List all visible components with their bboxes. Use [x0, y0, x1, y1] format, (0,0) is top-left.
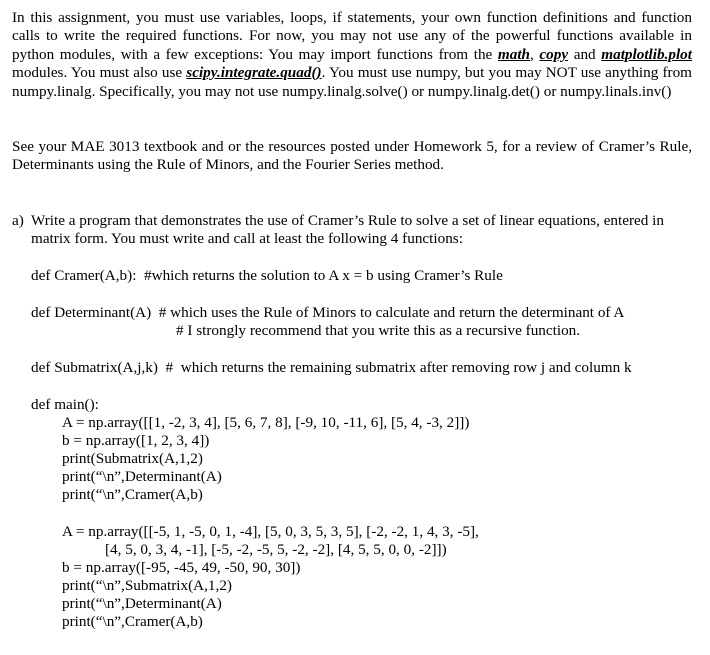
intro-text-1: In this assignment, you must use variables, loops, if statements, your own function definitions and function calls to write the required functions. For now, you may not use any of the powerful functions available in python modules, with a few exceptions: You may import functions from the: [12, 9, 692, 63]
code-line: A = np.array([[1, -2, 3, 4], [5, 6, 7, 8], [-9, 10, -11, 6], [5, 4, -3, 2]]): [62, 414, 470, 431]
determinant-note: # I strongly recommend that you write this as a recursive function.: [176, 322, 581, 339]
intro-sep-1: ,: [530, 45, 540, 63]
def-main: def main():: [31, 396, 99, 413]
copy-module: copy: [539, 45, 569, 63]
def-cramer: def Cramer(A,b): #which returns the solution to A x = b using Cramer’s Rule: [31, 267, 503, 284]
code-line: print(“\n”,Determinant(A): [62, 468, 222, 485]
textbook-paragraph: See your MAE 3013 textbook and or the resources posted under Homework 5, for a review of Cramer’s Rule, Determinants using the Rule of Minors, and the Fourier Series method.: [12, 138, 692, 174]
def-determinant: def Determinant(A) # which uses the Rule of Minors to calculate and return the determinant of A: [31, 304, 625, 321]
code-line: A = np.array([[-5, 1, -5, 0, 1, -4], [5, 0, 3, 5, 3, 5], [-2, -2, 1, 4, 3, -5],: [62, 523, 479, 540]
intro-sep-2: and: [568, 45, 602, 63]
code-line: print(Submatrix(A,1,2): [62, 450, 203, 467]
code-line: print(“\n”,Cramer(A,b): [62, 613, 203, 630]
def-submatrix: def Submatrix(A,j,k) # which returns the remaining submatrix after removing row j and column k: [31, 359, 632, 376]
part-a-label: a): [12, 212, 24, 229]
scipy-function: scipy.integrate.quad(): [186, 64, 322, 82]
part-a-text: Write a program that demonstrates the use of Cramer’s Rule to solve a set of linear equations, entered in matrix form. You must write and call at least the following 4 functions:: [31, 212, 664, 248]
code-line: print(“\n”,Determinant(A): [62, 595, 222, 612]
matplotlib-module: matplotlib.plot: [601, 45, 692, 63]
code-line: print(“\n”,Cramer(A,b): [62, 486, 203, 503]
code-line: b = np.array([-95, -45, 49, -50, 90, 30]): [62, 559, 301, 576]
intro-text-2: modules. You must also use: [12, 64, 187, 82]
intro-paragraph: [12, 9, 692, 101]
code-line: [4, 5, 0, 3, 4, -1], [-5, -2, -5, 5, -2, -2], [4, 5, 5, 0, 0, -2]]): [105, 541, 447, 558]
code-line: b = np.array([1, 2, 3, 4]): [62, 432, 210, 449]
math-module: math: [497, 45, 530, 63]
intro-text-3: . You must use numpy, but you may NOT use anything from numpy.linalg. Specifically, you may not use numpy.linalg.solve() or numpy.linalg.det() or numpy.linals.inv(): [12, 64, 692, 100]
code-line: print(“\n”,Submatrix(A,1,2): [62, 577, 232, 594]
